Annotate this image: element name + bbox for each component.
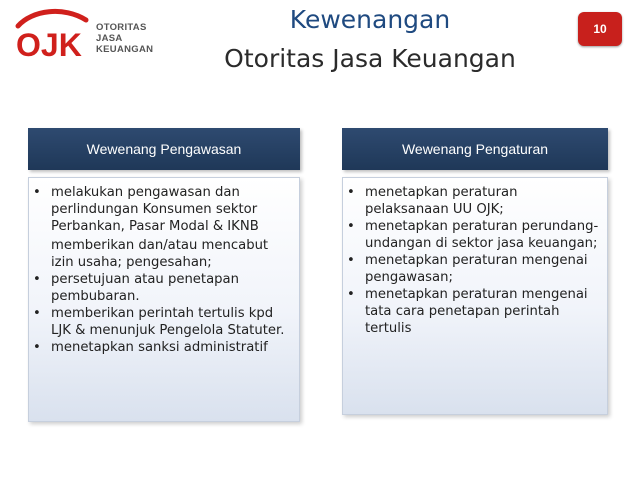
list-item-text: menetapkan sanksi administratif xyxy=(51,340,268,355)
supervision-list xyxy=(28,177,300,422)
list-item xyxy=(33,305,293,339)
list-item xyxy=(33,271,293,305)
list-item-text: menetapkan peraturan mengenai pengawasan; xyxy=(365,253,588,285)
regulation-column xyxy=(342,128,608,415)
bullet-icon: • xyxy=(33,185,41,200)
supervision-header: Wewenang Pengawasan xyxy=(28,128,300,170)
list-item xyxy=(347,218,601,252)
list-item-text: menetapkan peraturan mengenai tata cara penetapan perintah tertulis xyxy=(365,287,588,336)
logo-line-1: OTORITAS xyxy=(96,22,147,33)
bullet-icon: • xyxy=(347,185,355,200)
logo-wordmark xyxy=(96,22,153,55)
bullet-icon: • xyxy=(347,219,355,234)
regulation-list xyxy=(342,177,608,415)
regulation-header: Wewenang Pengaturan xyxy=(342,128,608,170)
bullet-icon: • xyxy=(33,340,41,355)
list-item-text: menetapkan peraturan pelaksanaan UU OJK; xyxy=(365,185,518,217)
slide-title xyxy=(190,4,550,76)
list-item-text: melakukan pengawasan dan perlindungan Konsumen sektor Perbankan, Pasar Modal & IKNB xyxy=(51,185,259,234)
ojk-logo-mark xyxy=(12,8,96,64)
logo-line-2: JASA xyxy=(96,33,123,44)
list-item xyxy=(347,286,601,337)
list-item-text: memberikan perintah tertulis kpd LJK & menunjuk Pengelola Statuter. xyxy=(51,306,285,338)
bullet-icon: • xyxy=(33,306,41,321)
ojk-logo xyxy=(12,8,152,64)
list-item xyxy=(33,339,293,356)
logo-mark-text: OJK xyxy=(16,27,82,63)
supervision-column xyxy=(28,128,300,422)
bullet-icon: • xyxy=(347,253,355,268)
title-line-2: Otoritas Jasa Keuangan xyxy=(224,44,516,73)
list-item xyxy=(33,184,293,235)
list-item-text: persetujuan atau penetapan pembubaran. xyxy=(51,272,239,304)
list-item xyxy=(347,252,601,286)
logo-line-3: KEUANGAN xyxy=(96,44,154,55)
page-number-badge: 10 xyxy=(578,12,622,46)
title-line-1: Kewenangan xyxy=(289,5,451,34)
list-item xyxy=(347,184,601,218)
list-item-continuation: memberikan dan/atau mencabut izin usaha; pengesahan; xyxy=(51,238,269,270)
list-item-text: menetapkan peraturan perundang-undangan di sektor jasa keuangan; xyxy=(365,219,599,251)
bullet-icon: • xyxy=(347,287,355,302)
bullet-icon: • xyxy=(33,272,41,287)
